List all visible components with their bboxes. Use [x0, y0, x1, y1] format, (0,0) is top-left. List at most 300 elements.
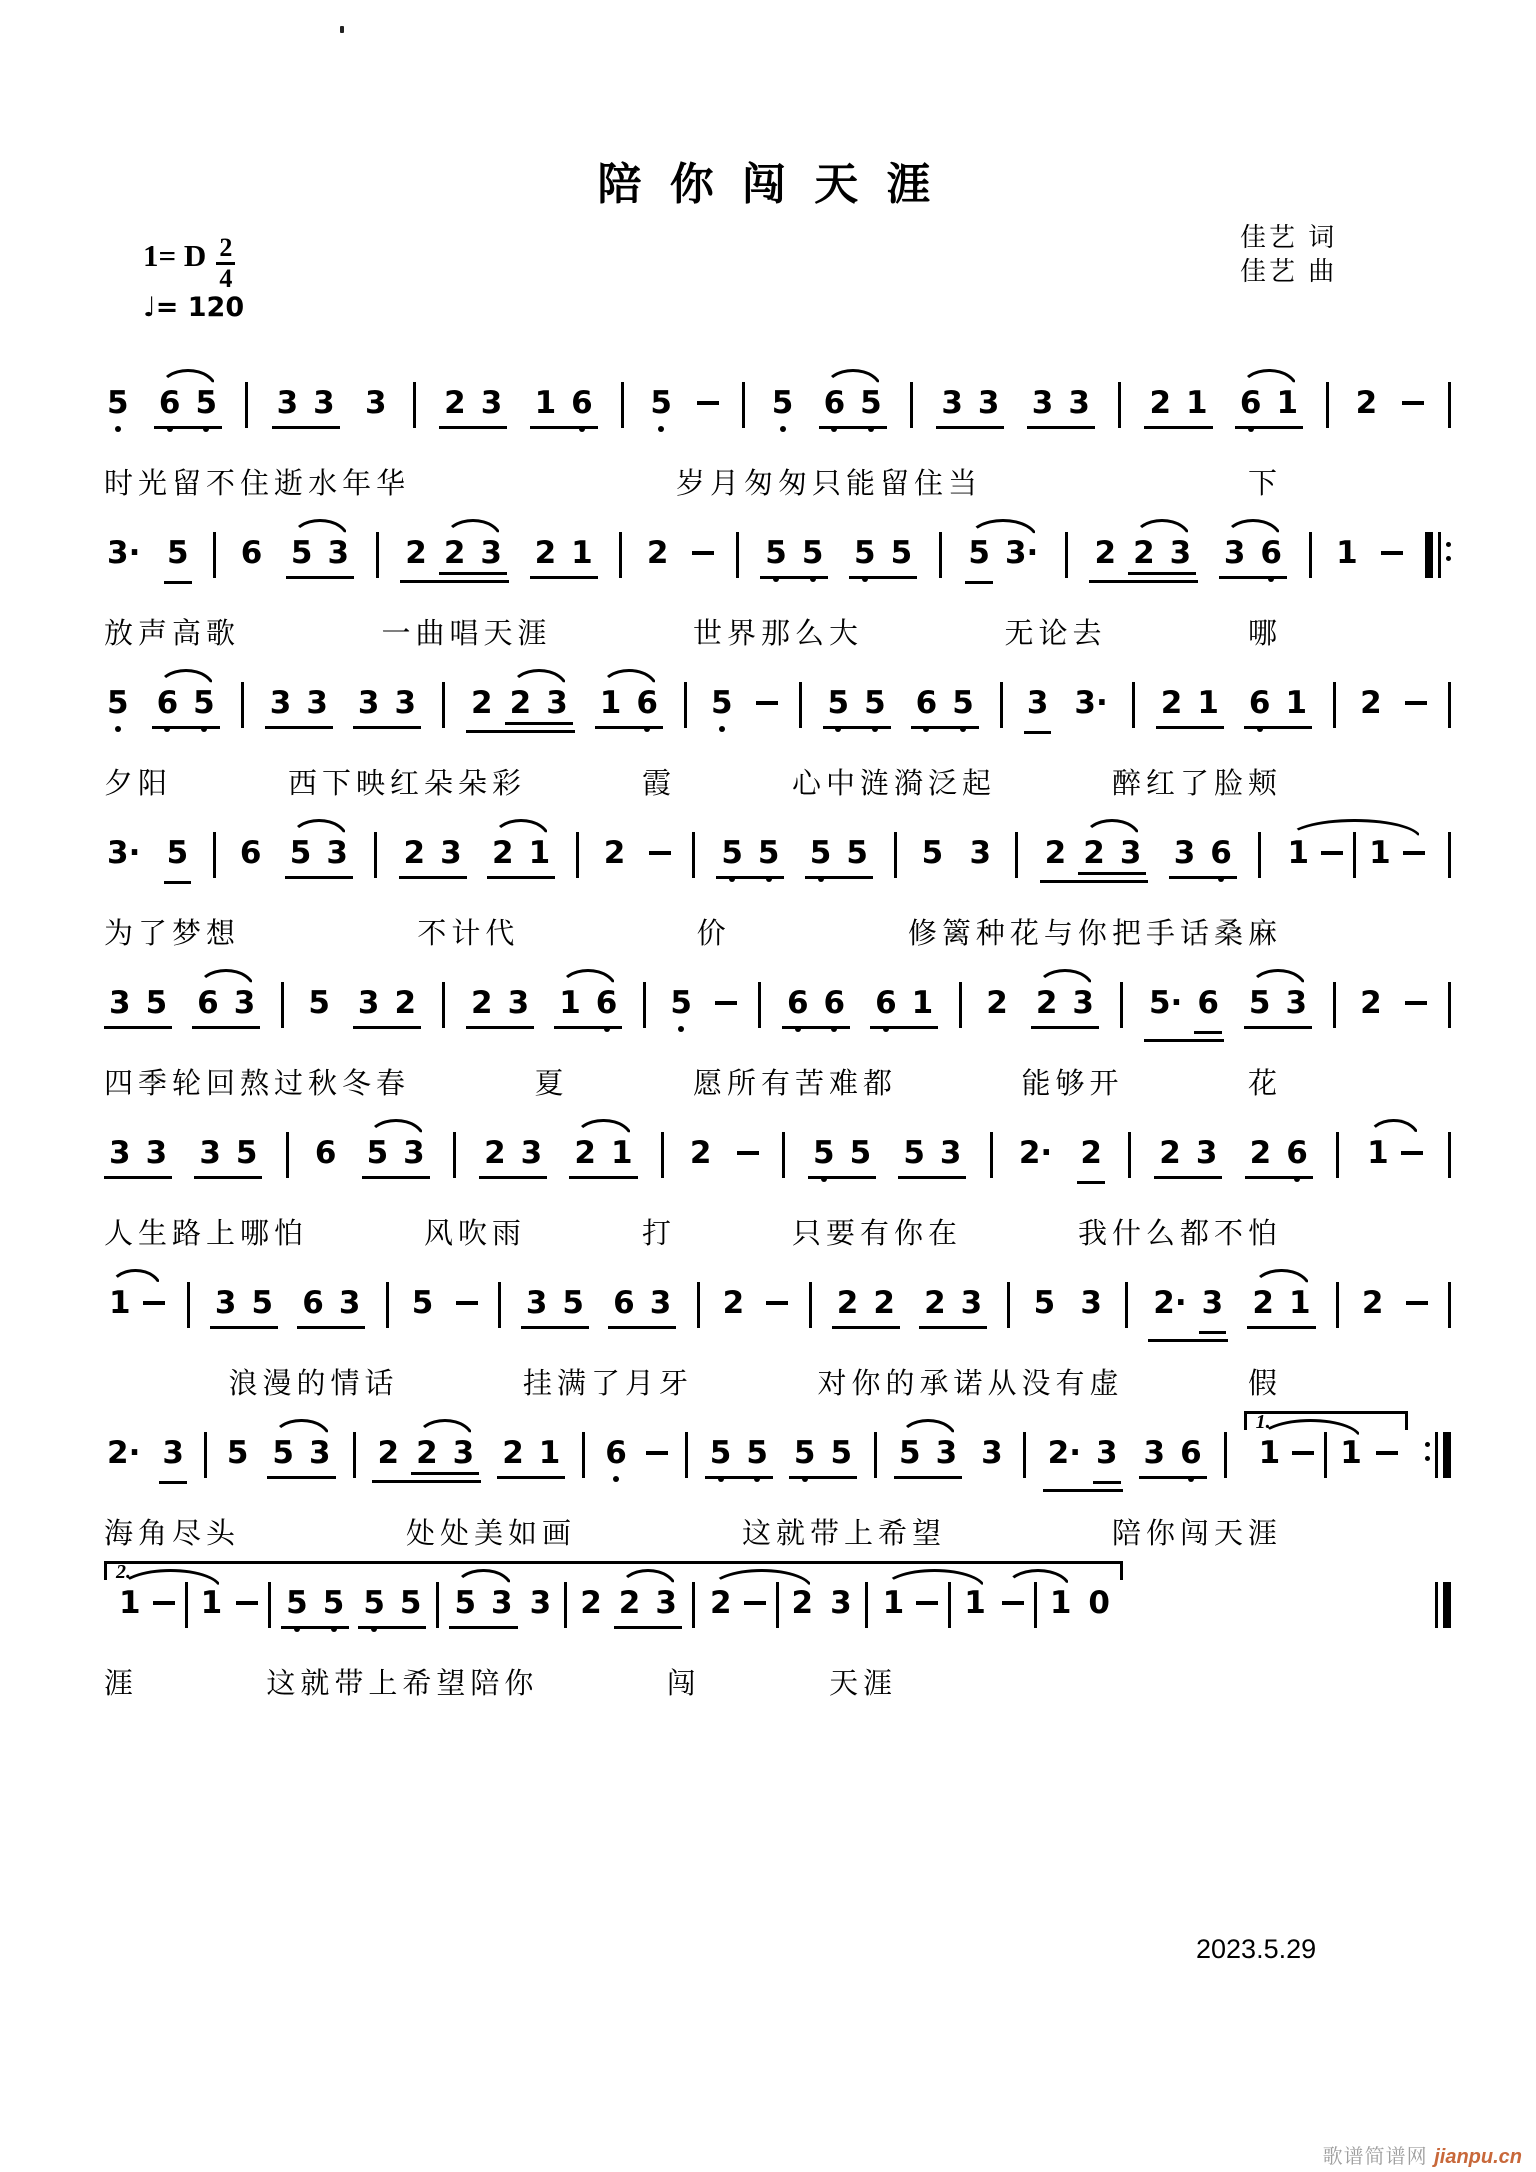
note: 5 — [366, 1135, 389, 1171]
barline-stroke — [1448, 1132, 1451, 1178]
lyric-syllable: 角 — [138, 1518, 173, 1550]
note: 5 — [320, 1585, 348, 1621]
note: 2 — [924, 1285, 946, 1321]
notes-row — [104, 985, 1452, 1042]
notes-row — [104, 385, 1452, 429]
note: 3 — [941, 385, 963, 421]
duration-dash — [1405, 701, 1427, 705]
beam-group — [595, 685, 663, 729]
note: 3 — [520, 1135, 543, 1171]
note: 2 — [791, 1585, 814, 1621]
note: 5 — [857, 385, 885, 421]
barline — [1000, 685, 1003, 728]
note: 3 — [394, 685, 417, 721]
barline — [692, 1585, 695, 1628]
note: 5 — [769, 385, 797, 421]
beam-group — [194, 1135, 262, 1179]
low-octave-dot — [371, 1626, 377, 1632]
duration-dash — [1381, 551, 1403, 555]
lyric-syllable: 牙 — [658, 1368, 693, 1400]
note: 3 — [1119, 835, 1142, 871]
note: 3 — [480, 385, 503, 421]
barline-stroke — [865, 1582, 868, 1628]
barline-stroke — [1000, 682, 1003, 728]
duration-dash — [1401, 1151, 1423, 1155]
note: 6 — [1194, 985, 1222, 1034]
note: 1 — [1369, 835, 1391, 871]
barline-stroke — [498, 1282, 501, 1328]
lyric-syllable: 涯 — [1247, 1518, 1282, 1550]
low-octave-dot — [818, 876, 824, 882]
beam-group — [285, 835, 353, 879]
note: 5 — [807, 835, 835, 871]
low-octave-dot — [331, 1626, 337, 1632]
beam-group — [1235, 385, 1303, 429]
beam-group — [114, 1585, 227, 1628]
notes-row — [104, 835, 1452, 884]
note: 2· — [1047, 1435, 1081, 1471]
low-octave-dot — [729, 876, 735, 882]
watermark-site-name: 歌谱简谱网 — [1322, 2146, 1428, 2168]
beam-group — [1282, 835, 1426, 878]
rest-note: 0 — [1088, 1585, 1110, 1621]
lyric-syllable: 这就 — [741, 1518, 810, 1550]
barline-stroke — [353, 1432, 356, 1478]
note: 2 — [618, 1585, 641, 1621]
barline-stroke — [1023, 1432, 1026, 1478]
barline — [1336, 1135, 1339, 1178]
duration-dash — [715, 1001, 737, 1005]
note: 2 — [443, 535, 466, 571]
note: 1 — [964, 1585, 986, 1621]
duration-dash — [692, 551, 714, 555]
beam-group — [760, 535, 828, 579]
note: 6 — [1283, 1135, 1311, 1171]
duration-dash — [646, 1451, 668, 1455]
lyric-syllable: 把手 — [1111, 918, 1180, 950]
barline — [684, 685, 687, 728]
barline — [453, 1135, 456, 1178]
barline-stroke — [959, 982, 962, 1028]
note: 5 — [846, 835, 868, 871]
note: 5 — [825, 685, 853, 721]
note: 3 — [306, 685, 328, 721]
note: 5 — [399, 1585, 422, 1621]
note: 1 — [534, 385, 557, 421]
lyric-syllable: 对你的承 — [817, 1368, 954, 1400]
lyric-syllable: 浪漫的情 — [228, 1368, 365, 1400]
note: 5 — [810, 1135, 838, 1171]
note: 2 — [1094, 535, 1117, 571]
lyric-syllable: 朵朵 — [424, 768, 493, 800]
low-octave-dot — [802, 1476, 808, 1482]
lyric-syllable: 去 — [1072, 618, 1107, 650]
final-barline — [1435, 1585, 1451, 1628]
barline — [621, 385, 624, 428]
lyric-syllable: 假 — [1248, 1368, 1283, 1400]
lyric-syllable: 陪 — [470, 1668, 505, 1700]
note: 3 — [1068, 385, 1090, 421]
volta-label: 2. — [116, 1561, 131, 1583]
lyricist-credit: 佳艺 词 — [1240, 222, 1338, 252]
barline-stroke — [894, 832, 897, 878]
note: 1 — [911, 985, 934, 1021]
lyric-syllable: 四季轮 — [104, 1068, 207, 1100]
beam-group — [449, 1585, 517, 1629]
lyric-syllable: 岁 — [676, 468, 711, 500]
duration-dash — [1405, 1001, 1427, 1005]
lyric-syllable: 夕 — [104, 768, 139, 800]
note: 6 — [1177, 1435, 1205, 1471]
lyric-syllable: 尽 — [172, 1518, 207, 1550]
lyric-syllable: 希 — [877, 1518, 912, 1550]
low-octave-dot — [613, 1476, 619, 1482]
note: 5 — [861, 685, 889, 721]
barline — [268, 1585, 271, 1628]
barline — [1336, 1285, 1339, 1328]
note: 5 — [949, 685, 977, 721]
barline — [948, 1585, 951, 1628]
barline — [939, 535, 942, 578]
barline-stroke — [1125, 1282, 1128, 1328]
low-octave-dot — [164, 726, 170, 732]
beam-group — [1043, 1435, 1123, 1492]
note: 2 — [471, 685, 493, 721]
lyric-syllable: 时 — [104, 468, 139, 500]
lyric-syllable: 带上 — [334, 1668, 403, 1700]
barline-stroke — [736, 532, 739, 578]
barline — [799, 685, 802, 728]
beam-group — [1144, 985, 1224, 1042]
lyric-syllable: 高 — [172, 618, 207, 650]
note: 2 — [574, 1135, 596, 1171]
note: 5 — [145, 985, 168, 1021]
note: 3 — [1285, 985, 1308, 1021]
lyric-syllable: 月 — [710, 468, 745, 500]
lyric-syllable: 秋冬春 — [308, 1068, 411, 1100]
beam-group — [400, 535, 509, 583]
credits — [1240, 220, 1337, 288]
lyric-syllable: 够开 — [1055, 1068, 1124, 1100]
repeat-dot — [1425, 1456, 1430, 1461]
score-line-4 — [104, 835, 1452, 985]
barline — [1118, 385, 1121, 428]
repeat-dot — [1446, 542, 1451, 547]
lyric-syllable: 没有虚 — [1021, 1368, 1124, 1400]
barline-stroke — [619, 532, 622, 578]
barline — [1448, 685, 1451, 728]
volta-bracket-group — [1244, 1411, 1408, 1478]
note: 2 — [722, 1285, 745, 1321]
meter-denominator: 4 — [219, 264, 233, 294]
lyric-syllable: 价 — [696, 918, 731, 950]
note: 3 — [507, 985, 530, 1021]
lyric-syllable: 什么都不 — [1112, 1218, 1249, 1250]
lyric-syllable: 涯 — [104, 1668, 139, 1700]
beam-group — [411, 1435, 479, 1475]
duration-dash — [1406, 1301, 1428, 1305]
note: 3· — [1004, 535, 1039, 571]
note: 3 — [939, 1135, 962, 1171]
note: 5 — [791, 1435, 819, 1471]
note: 3 — [440, 835, 462, 871]
beam-group — [878, 1585, 991, 1628]
note: 3 — [960, 1285, 983, 1321]
key-text: 1= D — [143, 238, 207, 273]
barline-stroke — [204, 1432, 207, 1478]
barline-stroke — [1065, 532, 1068, 578]
low-octave-dot — [754, 1476, 760, 1482]
note: 5 — [190, 685, 218, 721]
lyric-syllable: 一曲 — [381, 618, 450, 650]
barline-stroke — [1336, 1282, 1339, 1328]
beam-group — [716, 835, 784, 879]
note: 2 — [1077, 1135, 1105, 1184]
note: 5 — [898, 1435, 921, 1471]
barline — [809, 1285, 812, 1328]
barline — [1448, 835, 1451, 878]
barline-stroke — [809, 1282, 812, 1328]
beam-group — [1000, 1585, 1077, 1628]
note: 1 — [1340, 1435, 1362, 1471]
lyric-syllable: 人生路上 — [104, 1218, 241, 1250]
note: 5 — [562, 1285, 584, 1321]
note: 3 — [145, 1135, 168, 1171]
note: 5 — [283, 1585, 311, 1621]
note: 6 — [239, 835, 262, 871]
beam-group — [819, 385, 887, 429]
low-octave-dot — [1257, 726, 1263, 732]
beam-group — [911, 685, 979, 729]
note: 3 — [357, 685, 380, 721]
duration-dash — [456, 1301, 478, 1305]
note: 5 — [251, 1285, 274, 1321]
lyric-syllable: 只要有你 — [791, 1218, 928, 1250]
barline-stroke — [187, 1282, 190, 1328]
lyric-syllable: 带上 — [809, 1518, 878, 1550]
low-octave-dot — [831, 426, 837, 432]
note: 2 — [873, 1285, 895, 1321]
note: 5 — [647, 385, 675, 421]
barline — [204, 1435, 207, 1478]
beam-group — [808, 1135, 876, 1179]
beam-group — [823, 685, 891, 729]
barline — [865, 1585, 868, 1628]
barline-stroke — [990, 1132, 993, 1178]
barline-stroke — [799, 682, 802, 728]
note: 6 — [872, 985, 900, 1021]
barline-stroke — [782, 1132, 785, 1178]
beam-group — [1031, 985, 1099, 1029]
beam-group — [1139, 1435, 1207, 1479]
duration-dash — [916, 1601, 938, 1605]
note: 3 — [109, 985, 131, 1021]
lyric-syllable: 希 — [402, 1668, 437, 1700]
note: 3 — [1195, 1135, 1218, 1171]
note: 1 — [119, 1585, 141, 1621]
barline-stroke — [374, 832, 377, 878]
duration-dash — [766, 1301, 788, 1305]
note: 1 — [1367, 1135, 1389, 1171]
barline — [1065, 535, 1068, 578]
note: 1 — [1049, 1585, 1072, 1621]
barline-stroke — [1443, 1582, 1451, 1628]
note: 1 — [1186, 385, 1208, 421]
low-octave-dot — [294, 1626, 300, 1632]
barline — [564, 1585, 567, 1628]
lyric-syllable: 处处 — [405, 1518, 474, 1550]
barline-stroke — [1120, 982, 1123, 1028]
barline — [1448, 985, 1451, 1028]
note: 3 — [269, 685, 292, 721]
beam-group — [192, 985, 260, 1029]
note: 1 — [538, 1435, 561, 1471]
barline — [213, 835, 216, 878]
lyric-syllable: 打 — [642, 1218, 677, 1250]
low-octave-dot — [1188, 1476, 1194, 1482]
barline — [1309, 535, 1312, 578]
duration-dash — [1321, 851, 1343, 855]
lyric-syllable: 彩 — [492, 768, 527, 800]
note: 2 — [836, 1285, 859, 1321]
lyric-syllable: 阳 — [138, 768, 173, 800]
beam-group — [1148, 1285, 1228, 1342]
note: 6 — [154, 685, 182, 721]
beam-group — [832, 1285, 900, 1329]
beam-group — [487, 835, 555, 879]
beam-group — [1078, 835, 1146, 875]
note: 1 — [1285, 685, 1308, 721]
lyric-syllable: 修篱种花 — [907, 918, 1044, 950]
lyric-syllable: 陪你 — [1111, 1518, 1180, 1550]
note: 2 — [484, 1135, 506, 1171]
low-octave-dot — [821, 1176, 827, 1182]
beam-group — [705, 1435, 773, 1479]
note: 6 — [821, 385, 849, 421]
barline-stroke — [281, 982, 284, 1028]
lyric-syllable: 歌 — [206, 618, 241, 650]
barline-stroke — [576, 832, 579, 878]
beam-group — [530, 385, 598, 429]
lyric-syllable: 这就 — [266, 1668, 335, 1700]
repeat-dot — [1446, 556, 1451, 561]
low-octave-dot — [831, 1026, 837, 1032]
barline — [619, 535, 622, 578]
lyric-syllable: 望 — [912, 1518, 947, 1550]
beam-group — [466, 685, 575, 733]
barline — [736, 535, 739, 578]
note: 2 — [377, 1435, 400, 1471]
note: 3 — [529, 1585, 552, 1621]
barline — [990, 1135, 993, 1178]
note: 2 — [689, 1135, 712, 1171]
beam-group — [1362, 1135, 1425, 1171]
barline-stroke — [939, 532, 942, 578]
note: 3 — [1199, 1285, 1227, 1334]
lyric-syllable: 头 — [206, 1518, 241, 1550]
note: 5 — [755, 835, 783, 871]
barline-stroke — [1007, 1282, 1010, 1328]
low-octave-dot — [719, 726, 725, 732]
note: 3 — [338, 1285, 361, 1321]
note: 6 — [821, 985, 849, 1021]
note: 1 — [599, 685, 622, 721]
note: 2 — [502, 1435, 524, 1471]
note: 1 — [200, 1585, 223, 1621]
note: 5 — [965, 535, 993, 584]
barline — [442, 985, 445, 1028]
note: 3 — [326, 835, 348, 871]
barline — [436, 1585, 439, 1628]
score-line-2 — [104, 535, 1452, 685]
barline-stroke — [213, 532, 216, 578]
note: 1 — [1276, 385, 1299, 421]
low-octave-dot — [1294, 1176, 1300, 1182]
duration-dash — [649, 851, 671, 855]
low-octave-dot — [766, 876, 772, 882]
note: 2 — [492, 835, 514, 871]
score-line-3 — [104, 685, 1452, 835]
note: 5 — [921, 835, 944, 871]
note: 3· — [107, 535, 141, 571]
note: 2 — [394, 985, 417, 1021]
lyrics-row — [104, 1511, 1282, 1552]
note: 5 — [104, 685, 132, 721]
lyric-syllable: 在 — [928, 1218, 963, 1250]
barline — [498, 1285, 501, 1328]
lyric-syllable: 闯天 — [1179, 1518, 1248, 1550]
low-octave-dot — [115, 726, 121, 732]
lyric-syllable: 挂满了月 — [522, 1368, 659, 1400]
barline — [1333, 685, 1336, 728]
lyrics-row — [104, 1061, 1282, 1102]
lyric-syllable: 麻 — [1247, 918, 1282, 950]
lyric-syllable: 与 — [1043, 918, 1078, 950]
lyric-syllable: 醉红了脸 — [1112, 768, 1249, 800]
lyric-syllable: 唱天 — [449, 618, 518, 650]
lyric-syllable: 大 — [829, 618, 864, 650]
note: 3 — [403, 1135, 425, 1171]
note: 2 — [1035, 985, 1058, 1021]
note: 3 — [981, 1435, 1003, 1471]
quarter-note-icon: ♩ — [143, 292, 156, 323]
duration-dash — [697, 401, 719, 405]
barline-stroke — [564, 1582, 567, 1628]
duration-dash — [1376, 1451, 1398, 1455]
lyric-syllable: 闯 — [666, 1668, 701, 1700]
duration-dash — [153, 1601, 175, 1605]
beam-group — [805, 835, 873, 879]
lyric-syllable: 留不住 — [172, 468, 275, 500]
beam-group — [614, 1585, 682, 1629]
beam-group — [1169, 835, 1237, 879]
note: 1 — [1197, 685, 1219, 721]
barline — [1132, 685, 1135, 728]
low-octave-dot — [862, 576, 868, 582]
duration-dash — [1292, 1451, 1314, 1455]
note: 5 — [849, 1135, 872, 1171]
lyric-syllable: 望 — [436, 1668, 471, 1700]
barline — [286, 1135, 289, 1178]
beam-group — [372, 1435, 481, 1483]
lyric-syllable: 逝 — [274, 468, 309, 500]
lyric-syllable: 哪 — [240, 1218, 275, 1250]
barline-stroke — [1448, 682, 1451, 728]
note: 3 — [276, 385, 299, 421]
note: 5 — [1248, 985, 1271, 1021]
beam-group — [505, 685, 573, 725]
duration-dash — [744, 1601, 766, 1605]
